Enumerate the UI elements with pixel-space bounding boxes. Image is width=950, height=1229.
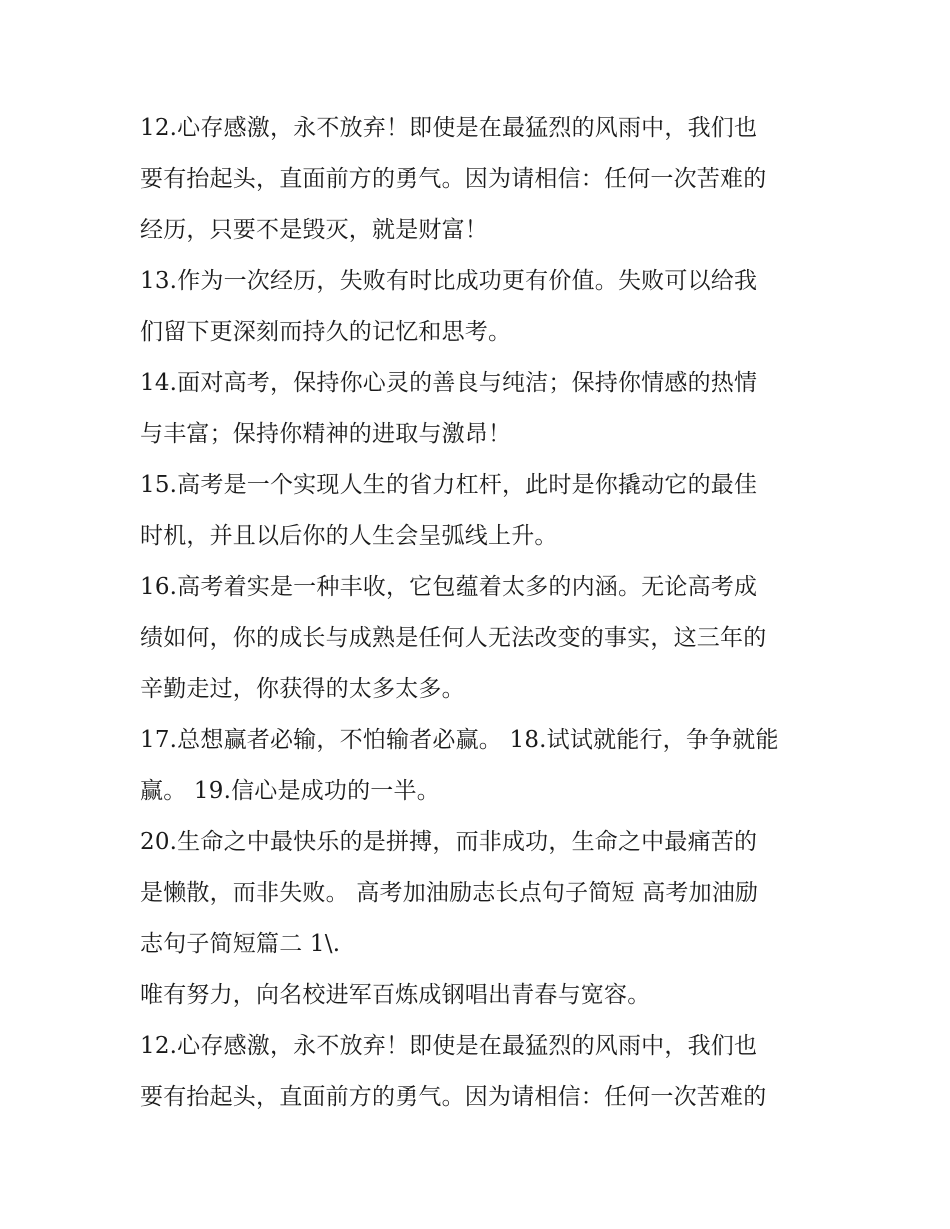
text-line: 12.心存感激，永不放弃！即使是在最猛烈的风雨中，我们也: [140, 1033, 758, 1059]
text-line: 15.高考是一个实现人生的省力杠杆，此时是你撬动它的最佳: [140, 472, 758, 498]
document-body: [140, 103, 830, 1123]
text-line: 们留下更深刻而持久的记忆和思考。: [140, 319, 512, 345]
text-line: 要有抬起头，直面前方的勇气。因为请相信：任何一次苦难的: [140, 1084, 767, 1110]
text-line: 17.总想赢者必输，不怕输者必赢。 18.试试就能行，争争就能: [140, 727, 779, 753]
text-line: 12.心存感激，永不放弃！即使是在最猛烈的风雨中，我们也: [140, 115, 758, 141]
text-line: 20.生命之中最快乐的是拼搏，而非成功，生命之中最痛苦的: [140, 829, 758, 855]
text-line: 是懒散，而非失败。 高考加油励志长点句子简短 高考加油励: [140, 880, 759, 906]
text-line: 与丰富；保持你精神的进取与激昂！: [140, 421, 512, 447]
text-line: 14.面对高考，保持你心灵的善良与纯洁；保持你情感的热情: [140, 370, 758, 396]
text-line: 志句子简短篇二 1\.: [140, 931, 341, 957]
text-line: 经历，只要不是毁灭，就是财富！: [140, 217, 488, 243]
text-line: 绩如何，你的成长与成熟是任何人无法改变的事实，这三年的: [140, 625, 767, 651]
text-line: 13.作为一次经历，失败有时比成功更有价值。失败可以给我: [140, 268, 758, 294]
text-line: 赢。 19.信心是成功的一半。: [140, 778, 440, 804]
text-line: 要有抬起头，直面前方的勇气。因为请相信：任何一次苦难的: [140, 166, 767, 192]
text-line: 辛勤走过，你获得的太多太多。: [140, 676, 465, 702]
text-line: 唯有努力，向名校进军百炼成钢唱出青春与宽容。: [140, 982, 651, 1008]
text-line: 时机，并且以后你的人生会呈弧线上升。: [140, 523, 558, 549]
text-line: 16.高考着实是一种丰收，它包蕴着太多的内涵。无论高考成: [140, 574, 758, 600]
